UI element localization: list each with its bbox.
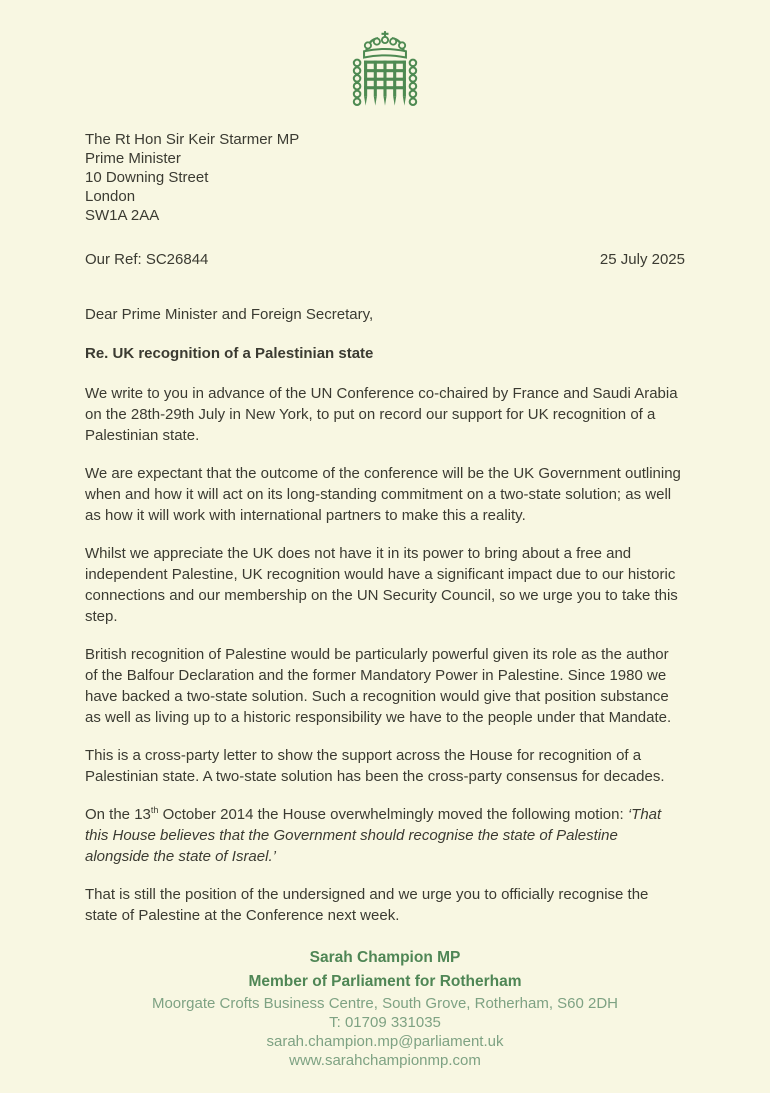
letter-header xyxy=(85,28,685,118)
recipient-street: 10 Downing Street xyxy=(85,169,209,186)
paragraph-5: This is a cross-party letter to show the support across the House for recognition of a Palestinian state. A two-state solution has been the cross-party consensus for decades. xyxy=(85,747,665,785)
recipient-title: Prime Minister xyxy=(85,150,181,167)
paragraph-7: That is still the position of the undersigned and we urge you to officially recognise the state of Palestine at the Conference next week. xyxy=(85,886,649,924)
recipient-postcode: SW1A 2AA xyxy=(85,207,160,224)
ordinal-superscript: th xyxy=(150,805,159,815)
letter-body xyxy=(85,383,685,926)
signatory-email: sarah.champion.mp@parliament.uk xyxy=(266,1033,504,1050)
parliament-portcullis-logo-icon xyxy=(346,105,424,122)
paragraph-6-mid: October 2014 the House overwhelmingly moved the following motion: xyxy=(158,806,628,823)
signatory-role: Member of Parliament for Rotherham xyxy=(248,973,522,990)
signatory-name: Sarah Champion MP xyxy=(309,949,461,966)
subject-line: Re. UK recognition of a Palestinian state xyxy=(85,345,374,362)
our-ref: Our Ref: SC26844 xyxy=(85,251,209,268)
paragraph-6 xyxy=(85,804,685,867)
signatory-address: Moorgate Crofts Business Centre, South Grove, Rotherham, S60 2DH xyxy=(151,995,619,1012)
signature-block xyxy=(85,946,685,1070)
paragraph-1: We write to you in advance of the UN Conference co-chaired by France and Saudi Arabia on the 28th-29th July in New York, to put on record our support for UK recognition of a Palestinian state. xyxy=(85,385,678,444)
signatory-phone: T: 01709 331035 xyxy=(329,1014,441,1031)
reference-row xyxy=(85,251,685,268)
motion-quote: ‘That this House believes that the Government should recognise the state of Palestine alongside the state of Israel.’ xyxy=(85,806,662,865)
paragraph-4: British recognition of Palestine would be particularly powerful given its role as the author of the Balfour Declaration and the former Mandatory Power in Palestine. Since 1980 we have backed a two-state solution. Such a recognition would give that position substance as well as living up to a historic responsibility we have to the people under that Mandate. xyxy=(85,646,672,726)
recipient-name: The Rt Hon Sir Keir Starmer MP xyxy=(85,131,300,148)
letter-date: 25 July 2025 xyxy=(599,251,685,268)
paragraph-2: We are expectant that the outcome of the conference will be the UK Government outlining when and how it will act on its long-standing commitment on a two-state solution; as well as how it will work with international partners to make this a reality. xyxy=(85,465,681,524)
recipient-city: London xyxy=(85,188,136,205)
signatory-website: www.sarahchampionmp.com xyxy=(289,1052,481,1069)
salutation: Dear Prime Minister and Foreign Secretary, xyxy=(85,306,374,323)
recipient-address-block xyxy=(85,130,685,225)
paragraph-6-pre: On the 13 xyxy=(85,806,151,823)
paragraph-3: Whilst we appreciate the UK does not have it in its power to bring about a free and independent Palestine, UK recognition would have a significant impact due to our historic connections and our membership on the UN Security Council, so we urge you to take this step. xyxy=(85,545,678,625)
